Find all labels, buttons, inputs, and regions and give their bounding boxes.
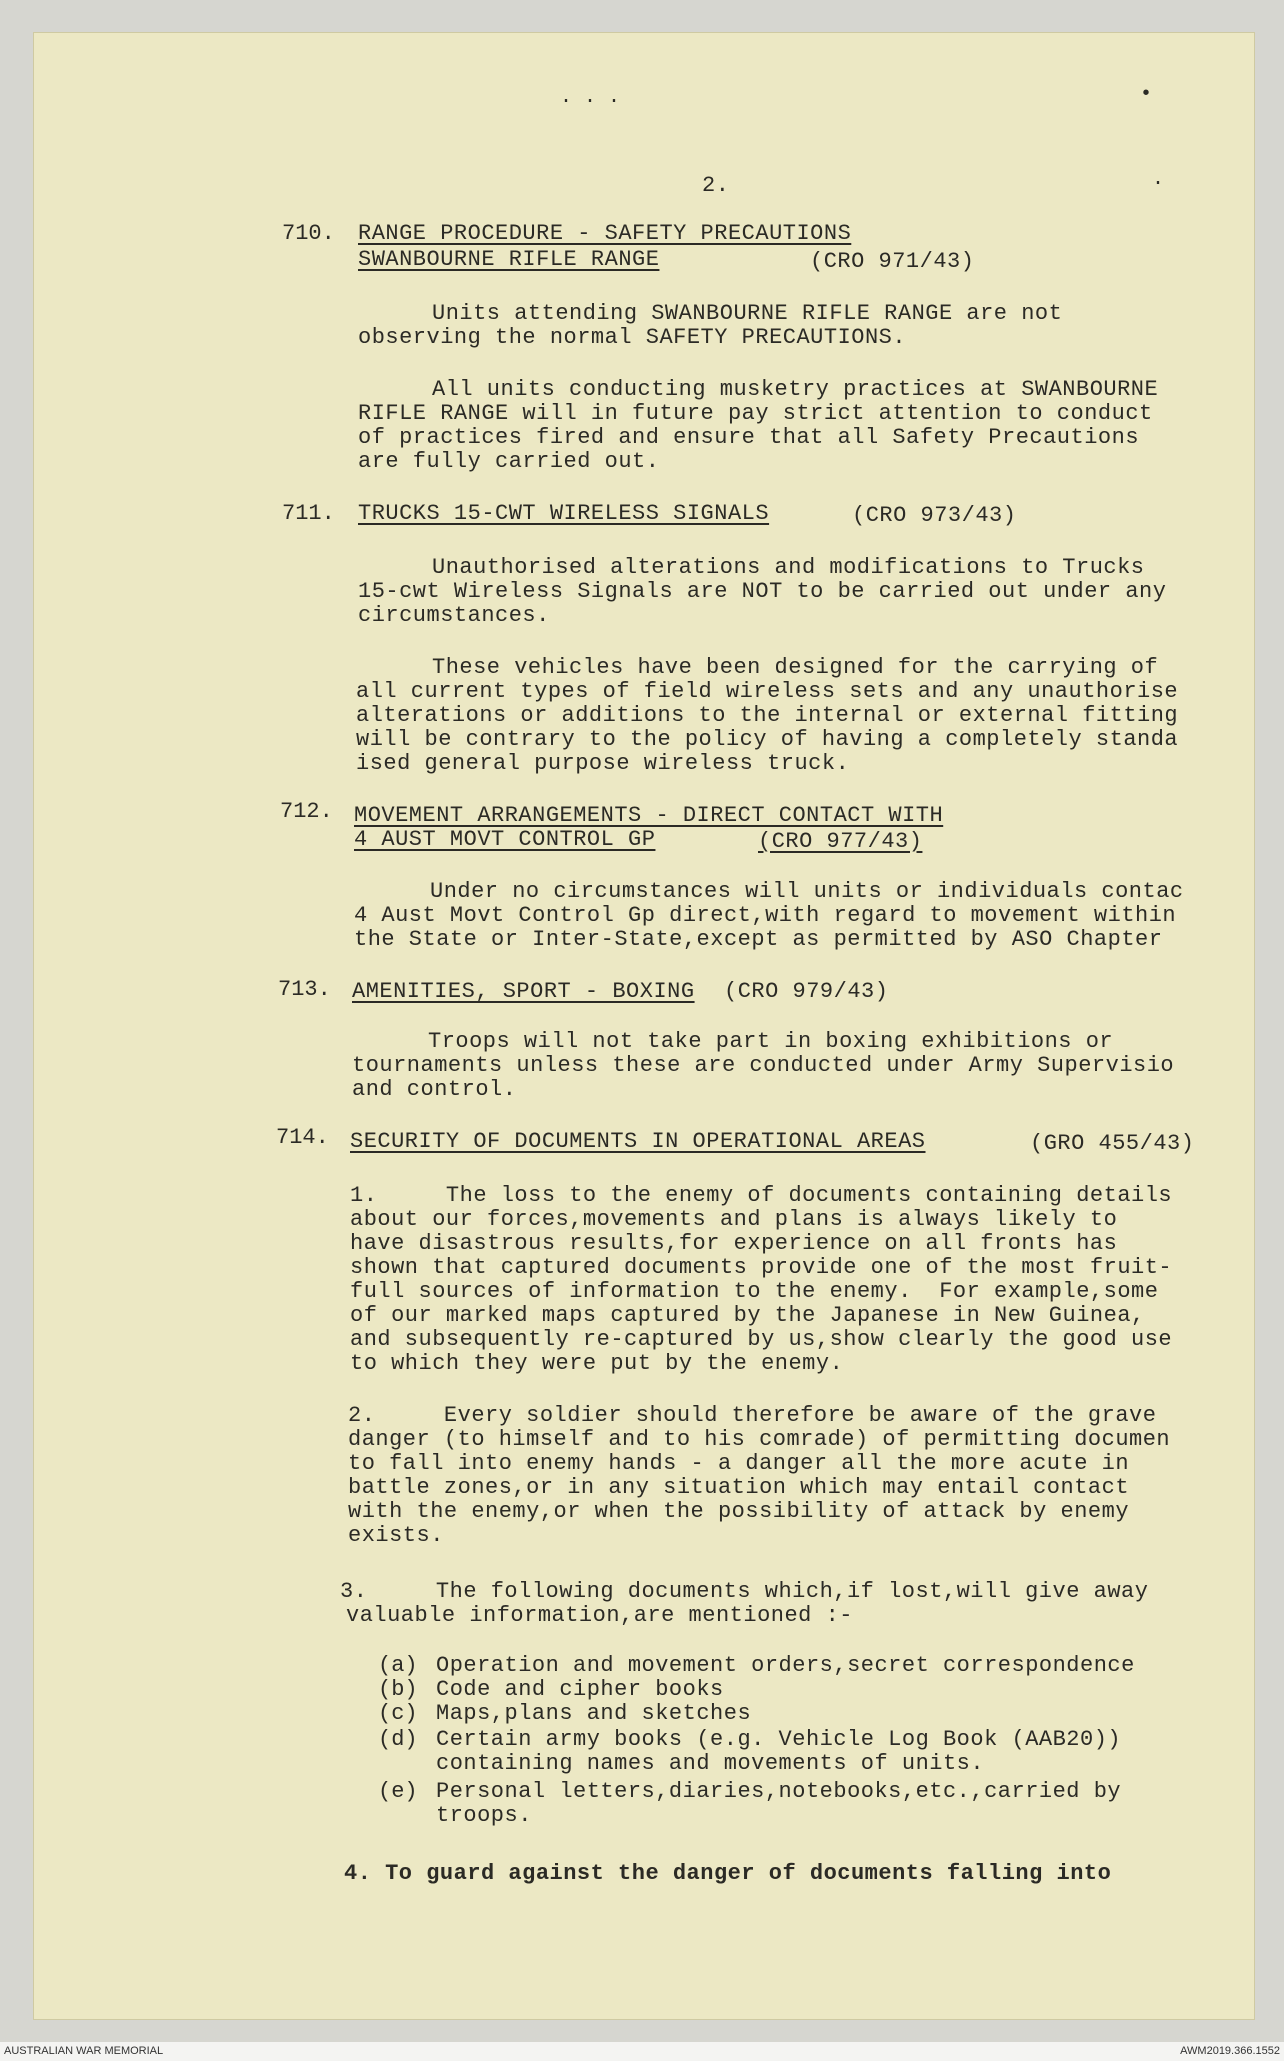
text-line: 2. Every soldier should therefore be aware of the grave [348, 1403, 1157, 1428]
ink-mark: . . . [560, 86, 621, 109]
text-line: 1. The loss to the enemy of documents containing details [350, 1183, 1173, 1208]
section-heading: RANGE PROCEDURE - SAFETY PRECAUTIONS [358, 221, 852, 246]
section-number: 711. [282, 501, 335, 526]
text-line: circumstances. [358, 603, 550, 628]
list-item: Certain army books (e.g. Vehicle Log Book (AAB20)) [436, 1727, 1122, 1752]
text-line: RIFLE RANGE will in future pay strict attention to conduct [358, 401, 1153, 426]
text-line: ised general purpose wireless truck. [356, 751, 850, 776]
footer-accession-number: AWM2019.366.1552 [1180, 2045, 1280, 2057]
text-line: are fully carried out. [358, 449, 660, 474]
text-line: with the enemy,or when the possibility of attack by enemy [348, 1499, 1130, 1524]
text-line: 15-cwt Wireless Signals are NOT to be carried out under any [358, 579, 1167, 604]
section-number: 710. [282, 221, 335, 246]
text-line: of our marked maps captured by the Japanese in New Guinea, [350, 1303, 1145, 1328]
section-reference: (GRO 455/43) [1030, 1131, 1195, 1156]
ink-mark: • [1140, 83, 1153, 106]
section-heading: AMENITIES, SPORT - BOXING [352, 979, 695, 1004]
text-line: Unauthorised alterations and modifications to Trucks [432, 555, 1145, 580]
text-line: valuable information,are mentioned :- [346, 1603, 853, 1628]
text-line: Units attending SWANBOURNE RIFLE RANGE are not [432, 301, 1063, 326]
text-line: danger (to himself and to his comrade) of permitting documen [348, 1427, 1171, 1452]
text-line: all current types of field wireless sets and any unauthorise [356, 679, 1179, 704]
list-item: containing names and movements of units. [436, 1751, 985, 1776]
section-heading: SECURITY OF DOCUMENTS IN OPERATIONAL AREAS [350, 1129, 926, 1154]
text-line: observing the normal SAFETY PRECAUTIONS. [358, 325, 907, 350]
text-line: Troops will not take part in boxing exhibitions or [428, 1029, 1114, 1054]
section-heading-line2: SWANBOURNE RIFLE RANGE [358, 247, 660, 272]
text-line: 4. To guard against the danger of documents falling into [344, 1861, 1112, 1886]
text-line: 3. The following documents which,if lost,will give away [340, 1579, 1149, 1604]
section-reference: (CRO 973/43) [852, 503, 1017, 528]
text-line: and control. [352, 1077, 517, 1102]
text-line: the State or Inter-State,except as permitted by ASO Chapter [354, 927, 1163, 952]
text-line: about our forces,movements and plans is always likely to [350, 1207, 1118, 1232]
text-line: 4 Aust Movt Control Gp direct,with regard to movement within [354, 903, 1177, 928]
list-marker: (c) [378, 1701, 418, 1726]
list-marker: (e) [378, 1779, 418, 1804]
list-marker: (a) [378, 1653, 418, 1678]
section-reference: (CRO 971/43) [810, 249, 975, 274]
text-line: tournaments unless these are conducted under Army Supervisio [352, 1053, 1175, 1078]
page-number: 2. [702, 173, 730, 198]
list-item: Personal letters,diaries,notebooks,etc.,carried by [436, 1779, 1122, 1804]
section-heading: MOVEMENT ARRANGEMENTS - DIRECT CONTACT WITH [354, 803, 944, 828]
list-marker: (b) [378, 1677, 418, 1702]
list-item: Code and cipher books [436, 1677, 724, 1702]
list-item: Operation and movement orders,secret correspondence [436, 1653, 1135, 1678]
text-line: exists. [348, 1523, 444, 1548]
list-marker: (d) [378, 1727, 418, 1752]
section-heading: TRUCKS 15-CWT WIRELESS SIGNALS [358, 501, 770, 526]
list-item: troops. [436, 1803, 532, 1828]
section-reference: (CRO 979/43) [724, 979, 889, 1004]
text-line: of practices fired and ensure that all Safety Precautions [358, 425, 1140, 450]
text-line: full sources of information to the enemy. For example,some [350, 1279, 1159, 1304]
text-line: All units conducting musketry practices at SWANBOURNE [432, 377, 1159, 402]
section-number: 713. [278, 977, 331, 1002]
section-number: 712. [280, 799, 333, 824]
text-line: to which they were put by the enemy. [350, 1351, 844, 1376]
list-item: Maps,plans and sketches [436, 1701, 752, 1726]
text-line: will be contrary to the policy of having a completely standa [356, 727, 1179, 752]
section-reference: (CRO 977/43) [758, 829, 923, 854]
text-line: and subsequently re-captured by us,show clearly the good use [350, 1327, 1173, 1352]
text-line: shown that captured documents provide one of the most fruit- [350, 1255, 1173, 1280]
text-line: Under no circumstances will units or individuals contac [430, 879, 1184, 904]
text-line: have disastrous results,for experience on all fronts has [350, 1231, 1118, 1256]
section-number: 714. [276, 1125, 329, 1150]
ink-mark: . [1152, 168, 1165, 191]
text-line: to fall into enemy hands - a danger all the more acute in [348, 1451, 1130, 1476]
text-line: battle zones,or in any situation which may entail contact [348, 1475, 1130, 1500]
footer-institution: AUSTRALIAN WAR MEMORIAL [4, 2045, 164, 2057]
text-line: These vehicles have been designed for the carrying of [432, 655, 1159, 680]
section-heading-line2: 4 AUST MOVT CONTROL GP [354, 827, 656, 852]
archive-footer [0, 2042, 1284, 2061]
text-line: alterations or additions to the internal or external fitting [356, 703, 1179, 728]
